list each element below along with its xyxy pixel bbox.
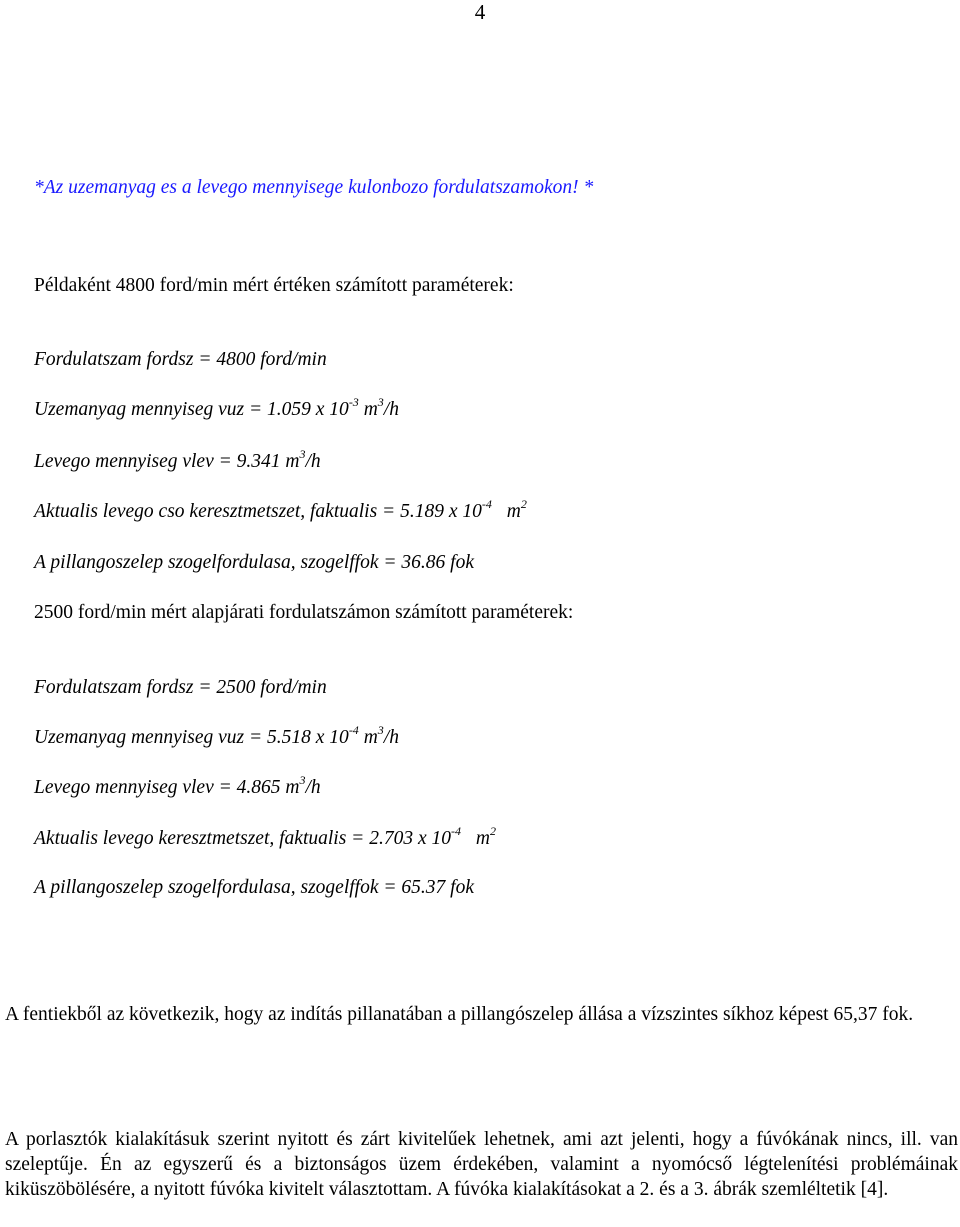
s2-vuz-exp: -4 [348, 723, 359, 737]
s1-faktualis-unit: m [501, 501, 521, 522]
s2-vuz-unit: m [358, 727, 378, 748]
conclusion-paragraph: A fentiekből az következik, hogy az indítás pillanatában a pillangószelep állása a vízszintes síkhoz képest 65,37 fok. [5, 1004, 914, 1025]
s2-faktualis-label: Aktualis levego keresztmetszet, faktualis = 2.703 x 10 [34, 828, 451, 849]
s1-fordsz-line: Fordulatszam fordsz = 4800 ford/min [34, 349, 327, 370]
s1-vlev-exp: 3 [299, 447, 306, 461]
s2-vlev-exp: 3 [299, 773, 306, 787]
s2-vlev-line [34, 773, 321, 800]
s2-szogelffok-line: A pillangoszelep szogelfordulasa, szogelffok = 65.37 fok [34, 877, 474, 898]
s2-vuz-label: Uzemanyag mennyiseg vuz = 5.518 x 10 [34, 727, 349, 748]
s2-fordsz-line: Fordulatszam fordsz = 2500 ford/min [34, 677, 327, 698]
s1-faktualis-label: Aktualis levego cso keresztmetszet, faktualis = 5.189 x 10 [34, 501, 482, 522]
s1-vuz-unit: m [358, 399, 378, 420]
s1-vuz-line [34, 395, 399, 422]
s2-vlev-unit-rate: /h [305, 777, 321, 798]
s2-vuz-line [34, 723, 399, 750]
s1-vuz-label: Uzemanyag mennyiseg vuz = 1.059 x 10 [34, 399, 349, 420]
s2-faktualis-unit: m [470, 828, 490, 849]
section2-intro: 2500 ford/min mért alapjárati fordulatszámon számított paraméterek: [34, 602, 574, 623]
s2-vuz-unit-rate: /h [383, 727, 399, 748]
s1-vuz-exp: -3 [348, 395, 359, 409]
carburetor-paragraph: A porlasztók kialakításuk szerint nyitott és zárt kivitelűek lehetnek, ami azt jelenti, hogy a fúvókának nincs, ill. van szeleptűje. Én az egyszerű és a biztonságos üzem érdekében, valamint a nyomócső légtelenítési problémáinak kiküszöbölésére, a nyitott fúvóka kivitelt választottam. A fúvóka kialakításokat a 2. és a 3. ábrák szemléltetik [4]. [5, 1129, 958, 1200]
s1-vlev-unit-rate: /h [305, 451, 321, 472]
s2-vuz-unit-exp: 3 [377, 723, 384, 737]
s1-faktualis-line [34, 497, 527, 524]
page-number: 4 [474, 0, 486, 24]
s2-faktualis-unit-exp: 2 [489, 824, 496, 838]
s1-faktualis-exp: -4 [481, 497, 492, 511]
s1-vuz-unit-rate: /h [383, 399, 399, 420]
s2-vlev-label: Levego mennyiseg vlev = 4.865 m [34, 777, 300, 798]
section1-intro: Példaként 4800 ford/min mért értéken számított paraméterek: [34, 275, 514, 296]
s2-faktualis-exp: -4 [450, 824, 461, 838]
s2-faktualis-line [34, 824, 496, 851]
s1-faktualis-unit-exp: 2 [520, 497, 527, 511]
s1-vuz-unit-exp: 3 [377, 395, 384, 409]
s1-vlev-label: Levego mennyiseg vlev = 9.341 m [34, 451, 300, 472]
section-heading: *Az uzemanyag es a levego mennyisege kulonbozo fordulatszamokon! * [34, 177, 594, 198]
s1-vlev-line [34, 447, 321, 474]
s1-szogelffok-line: A pillangoszelep szogelfordulasa, szogelffok = 36.86 fok [34, 552, 474, 573]
